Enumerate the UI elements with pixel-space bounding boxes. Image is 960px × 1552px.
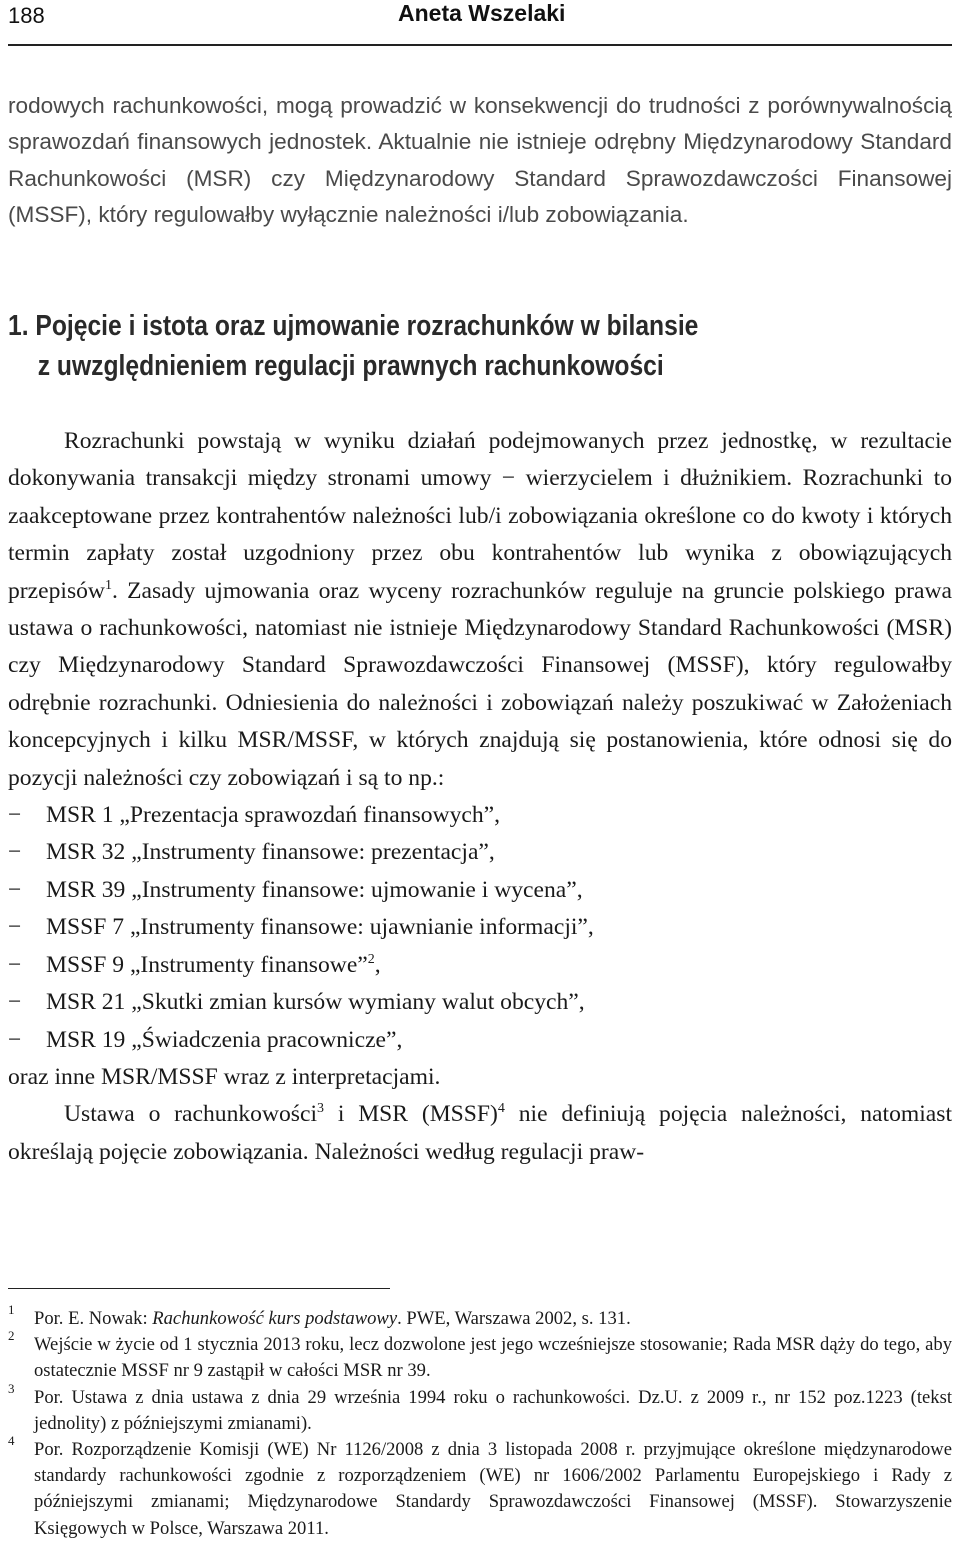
- paragraph-text: i MSR (MSSF): [324, 1101, 498, 1128]
- list-item-text: MSSF 9 „Instrumenty finansowe”: [46, 951, 368, 978]
- paragraph-text: Rozrachunki powstają w wyniku działań podejmowanych przez jednostkę, w rezultacie dokonywania transakcji między stronami umowy − wierzycielem i dłużnikiem. Rozrachunki to zaakceptowane przez kontrahentów należności lub/i zobowiązania określone co do kwoty i których termin zapłaty został uzgodniony przez obu kontrahentów lub wynika z obowiązujących przepisów: [8, 428, 952, 604]
- footnote-number: 3: [8, 1380, 15, 1396]
- footnote-text: Por. E. Nowak:: [34, 1308, 153, 1329]
- body-paragraph-3: [8, 1096, 952, 1171]
- page-number: 188: [8, 3, 45, 28]
- running-head-author: Aneta Wszelaki: [398, 0, 566, 26]
- list-dash: −: [8, 914, 22, 941]
- list-item: [8, 909, 952, 946]
- list-item-text: ,: [374, 951, 381, 978]
- footnote-number: 1: [8, 1302, 15, 1317]
- list-item: [8, 797, 952, 834]
- footnote-title: Rachunkowość kurs podstawowy: [152, 1308, 398, 1329]
- paragraph-text: nie definiują pojęcia należności, natomiast określają pojęcie zobowiązania. Należności według regulacji praw-: [8, 1101, 952, 1165]
- list-dash: −: [8, 989, 22, 1016]
- footnote-separator: [8, 1288, 390, 1289]
- list-dash: −: [8, 951, 22, 978]
- list-item-text: MSR 21 „Skutki zmian kursów wymiany walut obcych”,: [46, 989, 585, 1016]
- body-text: [8, 423, 952, 1171]
- footnote-2: [8, 1328, 952, 1384]
- footnote-ref-2[interactable]: 2: [367, 951, 375, 967]
- list-item-text: MSR 39 „Instrumenty finansowe: ujmowanie i wycena”,: [46, 876, 583, 903]
- footnote-text: . PWE, Warszawa 2002, s. 131.: [397, 1308, 631, 1329]
- page-header: [8, 0, 952, 46]
- list-item-text: MSR 32 „Instrumenty finansowe: prezentacja”,: [46, 839, 495, 866]
- footnotes: [8, 1302, 952, 1542]
- intro-paragraph: rodowych rachunkowości, mogą prowadzić w konsekwencji do trudności z porównywalnością sprawozdań finansowych jednostek. Aktualnie nie istnieje odrębny Międzynarodowy Standard Rachunkowości (MSR) czy Międzynarodowy Standard Sprawozdawczości Finansowej (MSSF), który regulowałby wyłącznie należności i/lub zobowiązania.: [8, 93, 952, 227]
- list-item-text: MSR 19 „Świadczenia pracownicze”,: [46, 1026, 403, 1053]
- list-item: [8, 834, 952, 871]
- list-item-text: MSSF 7 „Instrumenty finansowe: ujawnianie informacji”,: [46, 914, 594, 941]
- footnote-text: Wejście w życie od 1 stycznia 2013 roku, lecz dozwolone jest jego wcześniejsze stosowanie; Rada MSR dąży do tego, aby ostatecznie MSSF nr 9 zastąpił w całości MSR nr 39.: [34, 1334, 952, 1382]
- list-item: [8, 947, 952, 984]
- paragraph-text: . Zasady ujmowania oraz wyceny rozrachunków reguluje na gruncie polskiego prawa ustawa o rachunkowości, natomiast nie istnieje Międzynarodowy Standard Rachunkowości (MSR) czy Międzynarodowy Standard Sprawozdawczości Finansowej (MSSF), który regulowałby odrębnie rozrachunki. Odniesienia do należności i zobowiązań należy poszukiwać w Założeniach koncepcyjnych i kilku MSR/MSSF, w których znajdują się postanowienia, które odnosi się do pozycji należności czy zobowiązań i są to np.:: [8, 577, 952, 791]
- after-list-text: oraz inne MSR/MSSF wraz z interpretacjami.: [8, 1063, 441, 1090]
- standards-list: [8, 797, 952, 1059]
- list-item: [8, 984, 952, 1021]
- footnote-1: [8, 1302, 952, 1332]
- list-item: [8, 1022, 952, 1059]
- section-heading-line2: z uwzględnieniem regulacji prawnych rachunkowości: [37, 350, 664, 382]
- footnote-number: 2: [8, 1328, 15, 1344]
- footnote-ref-4[interactable]: 4: [497, 1101, 505, 1117]
- list-dash: −: [8, 839, 22, 866]
- section-heading-line1: 1. Pojęcie i istota oraz ujmowanie rozrachunków w bilansie: [8, 310, 699, 342]
- footnote-4: [8, 1433, 952, 1542]
- list-item-text: MSR 1 „Prezentacja sprawozdań finansowych”,: [46, 802, 501, 829]
- list-dash: −: [8, 802, 22, 829]
- paragraph-text: Ustawa o rachunkowości: [64, 1101, 318, 1128]
- footnote-text: Por. Ustawa z dnia ustawa z dnia 29 września 1994 roku o rachunkowości. Dz.U. z 2009 r., nr 152 poz.1223 (tekst jednolity) z późniejszymi zmianami).: [34, 1386, 952, 1434]
- footnote-ref-3[interactable]: 3: [317, 1101, 325, 1117]
- list-item: [8, 872, 952, 909]
- footnote-ref-1[interactable]: 1: [104, 577, 112, 593]
- footnote-text: Por. Rozporządzenie Komisji (WE) Nr 1126/2008 z dnia 3 listopada 2008 r. przyjmujące określone międzynarodowe standardy rachunkowości zgodnie z rozporządzeniem (WE) nr 1606/2002 Parlamentu Europejskiego i Rady z późniejszymi zmianami; Międzynarodowe Standardy Sprawozdawczości Finansowej (MSSF). Stowarzyszenie Księgowych w Polsce, Warszawa 2011.: [34, 1439, 952, 1539]
- list-dash: −: [8, 1026, 22, 1053]
- body-paragraph-1: [8, 423, 952, 797]
- list-dash: −: [8, 876, 22, 903]
- section-heading: [8, 306, 810, 386]
- footnote-number: 4: [8, 1433, 15, 1449]
- footnote-3: [8, 1380, 952, 1437]
